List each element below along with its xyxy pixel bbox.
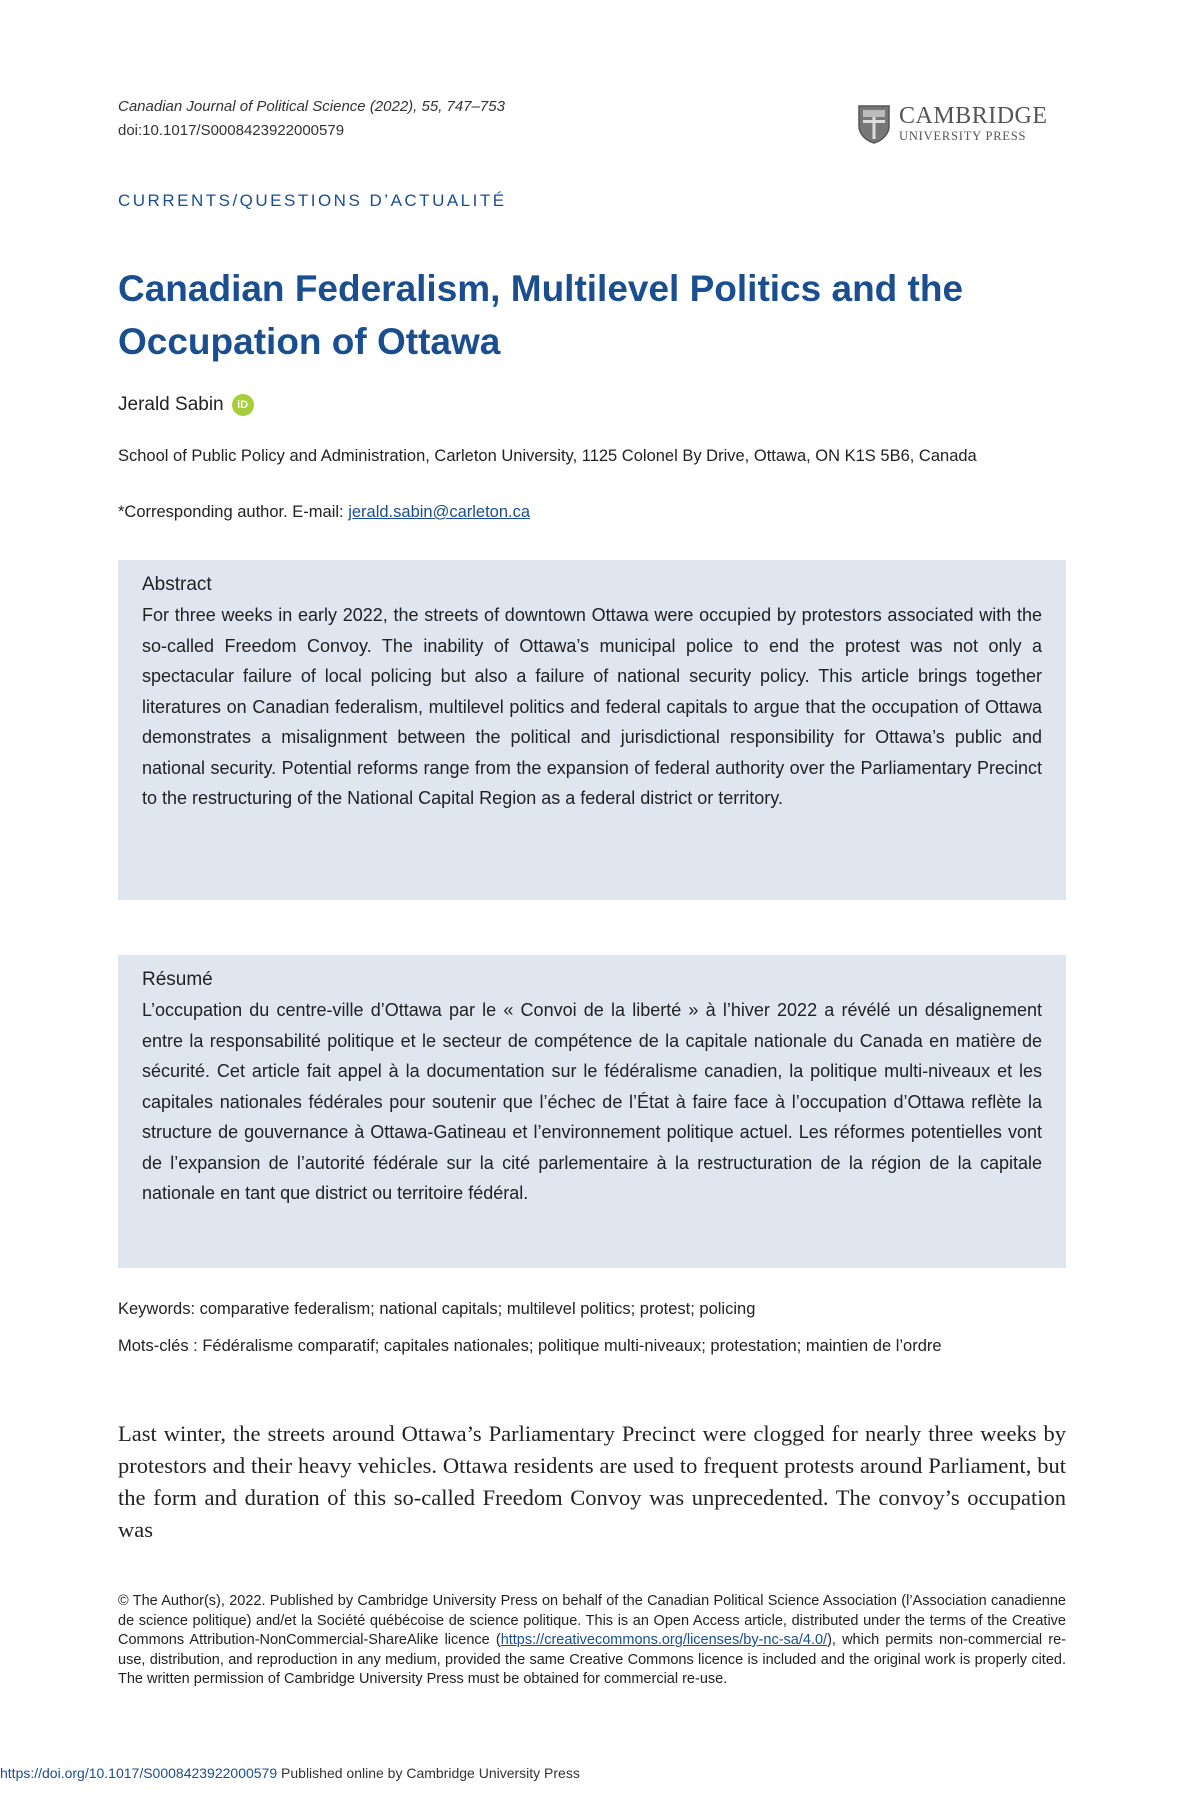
mots-cles-text: Fédéralisme comparatif; capitales nationales; politique multi-niveaux; protestation; maintien de l’ordre: [197, 1337, 942, 1355]
abstract-text: For three weeks in early 2022, the streets of downtown Ottawa were occupied by protestors associated with the so-called Freedom Convoy. The inability of Ottawa’s municipal police to end the protest was not only a spectacular failure of local policing but also a failure of national security policy. This article brings together literatures on Canadian federalism, multilevel politics and federal capitals to argue that the occupation of Ottawa demonstrates a misalignment between the political and jurisdictional responsibility for Ottawa’s public and national security. Potential reforms range from the expansion of federal authority over the Parliamentary Precinct to the restructuring of the National Capital Region as a federal district or territory.: [142, 605, 1042, 808]
abstract-box: [118, 560, 1066, 900]
author-affiliation: School of Public Policy and Administration, Carleton University, 1125 Colonel By Drive, Ottawa, ON K1S 5B6, Canada: [118, 447, 977, 465]
license-link[interactable]: https://creativecommons.org/licenses/by-nc-sa/4.0/: [500, 1632, 828, 1648]
keywords-label: Keywords:: [118, 1300, 196, 1318]
journal-citation: Canadian Journal of Political Science (2022), 55, 747–753: [118, 98, 505, 115]
cambridge-shield-icon: [857, 104, 891, 144]
publisher-logo[interactable]: [857, 104, 1048, 144]
author-email-link[interactable]: jerald.sabin@carleton.ca: [348, 503, 531, 521]
footer-published: Published online by Cambridge University Press: [277, 1765, 580, 1781]
corresponding-author: [118, 498, 530, 526]
corresponding-prefix: *Corresponding author. E-mail:: [118, 503, 349, 521]
resume-heading: Résumé: [142, 969, 213, 990]
abstract-heading: Abstract: [142, 574, 212, 595]
author-name[interactable]: Jerald Sabin: [118, 394, 224, 415]
license-text-1: © The Author(s), 2022. Published by Cambridge University Press on behalf of the Canadian Political Science Association (l’Association canadienne de science politique) and/et la Société québécoise de science politique. This is an Open Access article, distributed under the terms of the Creative Commons Attribution-NonCommercial-ShareAlike licence (: [118, 1593, 1066, 1648]
keywords-text: comparative federalism; national capitals; multilevel politics; protest; policing: [195, 1300, 756, 1318]
page-footer: [0, 1765, 580, 1781]
mots-cles-label: Mots-clés :: [118, 1337, 198, 1355]
license-notice: [118, 1592, 1066, 1690]
keywords: [118, 1296, 1066, 1323]
resume-box: [118, 955, 1066, 1268]
publisher-name: CAMBRIDGE: [899, 103, 1048, 129]
license-text-2: ), which permits non-commercial re-use, distribution, and reproduction in any medium, provided the same Creative Commons licence is included and the original work is properly cited. The written permission of Cambridge University Press must be obtained for commercial re-use.: [118, 1632, 1066, 1687]
author-line: [118, 394, 254, 416]
resume-text: L’occupation du centre-ville d’Ottawa par le « Convoi de la liberté » à l’hiver 2022 a révélé un désalignement entre la responsabilité politique et le secteur de compétence de la capitale nationale du Canada en matière de sécurité. Cet article fait appel à la documentation sur le fédéralisme canadien, la politique multi-niveaux et les capitales nationales fédérales pour soutenir que l’échec de l’État à faire face à l’occupation d’Ottawa reflète la structure de gouvernance à Ottawa-Gatineau et l’environnement politique actuel. Les réformes potentielles vont de l’expansion de l’autorité fédérale sur la cité parlementaire à la restructuration de la région de la capitale nationale en tant que district ou territoire fédéral.: [142, 1000, 1042, 1203]
article-title: Canadian Federalism, Multilevel Politics and the Occupation of Ottawa: [118, 268, 964, 362]
section-label: CURRENTS/QUESTIONS D’ACTUALITÉ: [118, 191, 507, 210]
publisher-subname: UNIVERSITY PRESS: [899, 129, 1027, 143]
body-paragraph: Last winter, the streets around Ottawa’s Parliamentary Precinct were clogged for nearly three weeks by protestors and their heavy vehicles. Ottawa residents are used to frequent protests around Parliament, but the form and duration of this so-called Freedom Convoy was unprecedented. The convoy’s occupation was: [118, 1421, 1066, 1542]
mots-cles: [118, 1333, 1066, 1360]
orcid-icon[interactable]: iD: [232, 394, 254, 416]
footer-doi-link[interactable]: https://doi.org/10.1017/S0008423922000579: [0, 1765, 278, 1781]
article-doi: doi:10.1017/S0008423922000579: [118, 122, 345, 139]
